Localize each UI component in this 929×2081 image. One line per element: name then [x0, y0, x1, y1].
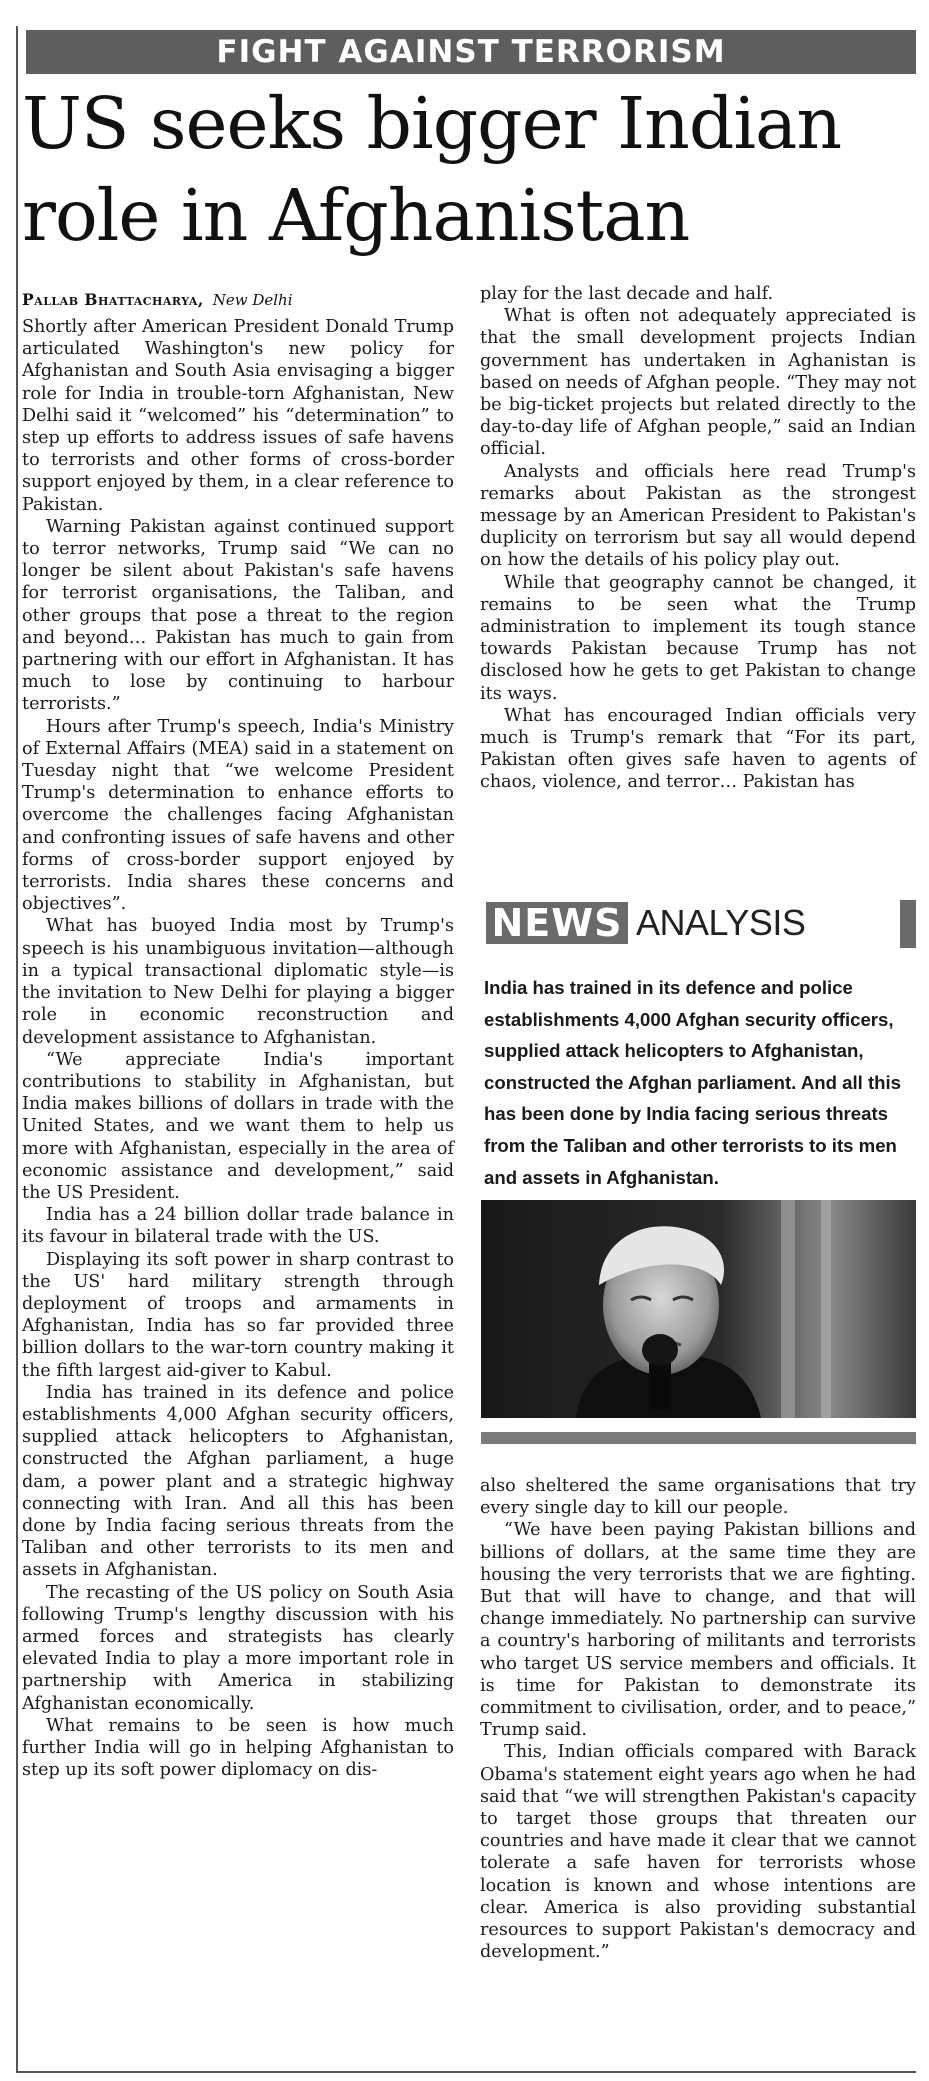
speaker-photo [481, 1200, 916, 1418]
paragraph: also sheltered the same organisations that try every single day to kill our people. [480, 1476, 916, 1519]
left-column [22, 316, 454, 1781]
headline-line-2: role in Afghanistan [22, 174, 690, 257]
right-column-top [480, 283, 916, 794]
paragraph: What has encouraged Indian officials very much is Trump's remark that “For its part, Pakistan often gives safe haven to agents of chaos, violence, and terror… Pakistan has [480, 705, 916, 793]
paragraph: Hours after Trump's speech, India's Ministry of External Affairs (MEA) said in a statement on Tuesday night that “we welcome President Trump's determination to enhance efforts to overcome the challenges facing Afghanistan and confronting issues of safe havens and other forms of cross-border support enjoyed by terrorists. India shares these concerns and objectives”. [22, 716, 454, 915]
right-column-bottom [480, 1475, 916, 1963]
paragraph: India has trained in its defence and police establishments 4,000 Afghan security officers, supplied attack helicopters to Afghanistan, constructed the Afghan parliament, a huge dam, a power plant and a strategic highway connecting with Iran. And all this has been done by India facing serious threats from the Taliban and other terrorists to its men and assets in Afghanistan. [22, 1382, 454, 1581]
headline [22, 78, 916, 262]
byline [22, 290, 293, 309]
kicker-text: FIGHT AGAINST TERRORISM [216, 34, 726, 70]
speaker-photo-illustration [481, 1200, 916, 1418]
paragraph: “We have been paying Pakistan billions and billions of dollars, at the same time they are housing the very terrorists that we are fighting. But that will have to change, and that will change immediately. No partnership can survive a country's harboring of militants and terrorists who target US service members and officials. It is time for Pakistan to demonstrate its commitment to civilisation, order, and to peace,” Trump said. [480, 1520, 916, 1741]
byline-author: Pallab Bhattacharya, [22, 290, 204, 309]
pull-quote: India has trained in its defence and police establishments 4,000 Afghan security officers, supplied attack helicopters to Afghanistan, constructed the Afghan parliament. And all this has been done by India facing serious threats from the Taliban and other terrorists to its men and assets in Afghanistan. [484, 977, 902, 1188]
paragraph: Analysts and officials here read Trump's remarks about Pakistan as the strongest message by an American President to Pakistan's duplicity on terrorism but say all would depend on how the details of his policy play out. [480, 461, 916, 571]
paragraph: This, Indian officials compared with Barack Obama's statement eight years ago when he had said that “we will strengthen Pakistan's capacity to target those groups that threaten our countries and have made it clear that we cannot tolerate a safe haven for terrorists whose location is known and whose intentions are clear. America is also providing substantial resources to support Pakistan's democracy and development.” [480, 1742, 916, 1963]
paragraph: Displaying its soft power in sharp contrast to the US' hard military strength through deployment of troops and armaments in Afghanistan, India has so far provided three billion dollars to the war-torn country making it the fifth largest aid-giver to Kabul. [22, 1249, 454, 1381]
photo-separator [481, 1432, 916, 1444]
paragraph: play for the last decade and half. [480, 284, 774, 304]
news-analysis-banner [480, 900, 916, 946]
paragraph: What is often not adequately appreciated is that the small development projects Indian government has undertaken in Aghanistan is based on needs of Afghan people. “They may not be big-ticket projects but related directly to the day-to-day life of Afghan people,” said an Indian official. [480, 306, 916, 460]
news-label: NEWS [486, 902, 628, 944]
paragraph: Shortly after American President Donald Trump articulated Washington's new policy for Afghanistan and South Asia envisaging a bigger role for India in trouble-torn Afghanistan, New Delhi said it “welcomed” his “determination” to step up efforts to address issues of safe havens to terrorists and other forms of cross-border support enjoyed by them, in a clear reference to Pakistan. [22, 317, 454, 515]
analysis-label: ANALYSIS [636, 902, 806, 943]
paragraph: “We appreciate India's important contributions to stability in Afghanistan, but India makes billions of dollars in trade with the United States, and we want them to help us more with Afghanistan, especially in the area of economic assistance and development,” said the US President. [22, 1049, 454, 1203]
paragraph: What has buoyed India most by Trump's speech is his unambiguous invitation—although in a typical transactional diplomatic style—is the invitation to New Delhi for playing a bigger role in economic reconstruction and development assistance to Afghanistan. [22, 916, 454, 1048]
paragraph: The recasting of the US policy on South Asia following Trump's lengthy discussion with his armed forces and strategists has clearly elevated India to play a more important role in partnership with America in stabilizing Afghanistan economically. [22, 1582, 454, 1714]
paragraph: While that geography cannot be changed, it remains to be seen what the Trump administration to implement its tough stance towards Pakistan because Trump has not disclosed how he gets to get Pakistan to change its ways. [480, 572, 916, 704]
bottom-rule [16, 2071, 916, 2073]
section-kicker [26, 30, 916, 74]
paragraph: What remains to be seen is how much further India will go in helping Afghanistan to step up its soft power diplomacy on dis- [22, 1715, 454, 1781]
byline-dateline: New Delhi [212, 291, 293, 309]
headline-line-1: US seeks bigger Indian [22, 82, 842, 165]
left-column-rule [16, 26, 18, 2071]
banner-end-bar [900, 900, 916, 948]
paragraph: Warning Pakistan against continued support to terror networks, Trump said “We can no longer be silent about Pakistan's safe havens for terrorist organisations, the Taliban, and other groups that pose a threat to the region and beyond… Pakistan has much to gain from partnering with our effort in Afghanistan. It has much to lose by continuing to harbour terrorists.” [22, 516, 454, 715]
paragraph: India has a 24 billion dollar trade balance in its favour in bilateral trade with the US. [22, 1205, 454, 1248]
